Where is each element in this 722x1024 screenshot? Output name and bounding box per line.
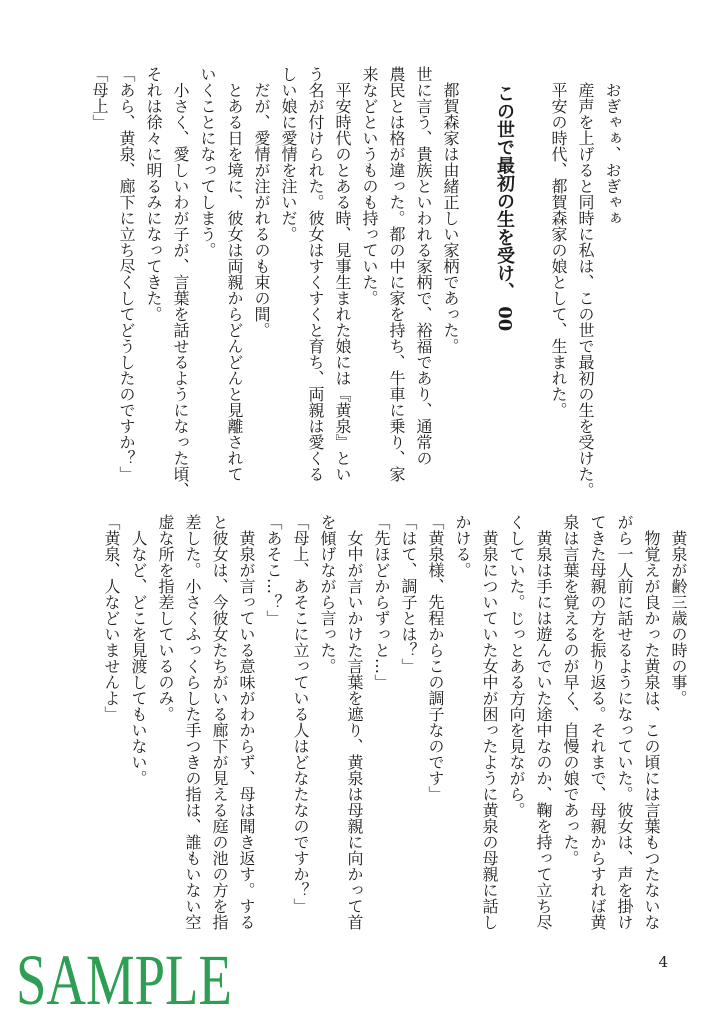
text-line: 来などというものも持っていた。 bbox=[360, 66, 379, 306]
text-line: 都賀森家は由緒正しい家柄であった。 bbox=[441, 66, 460, 354]
text-line: 「母上」 bbox=[90, 66, 109, 130]
text-line: とある日を境に、彼女は両親からどんどんと見離されて bbox=[225, 66, 244, 482]
text-line: を傾げながら言った。 bbox=[318, 514, 337, 674]
blank-line bbox=[518, 66, 545, 512]
bottom-text-block bbox=[98, 514, 692, 960]
text-line: 「母上、あそこに立っている人はどなたなのですか？」 bbox=[291, 514, 310, 914]
text-line: いくことになってしまう。 bbox=[198, 66, 217, 258]
text-line: 農民とは格が違った。都の中に家を持ち、牛車に乗り、家 bbox=[387, 66, 406, 482]
text-line: 「あそこ…？」 bbox=[264, 514, 283, 626]
text-line: 平安の時代、都賀森家の娘として、生まれた。 bbox=[549, 66, 568, 418]
text-line: 小さく、愛しいわが子が、言葉を話せるようになった頃、 bbox=[171, 66, 190, 498]
text-line: 虚な所を指差しているのみ。 bbox=[156, 514, 175, 722]
text-line: しい娘に愛情を注いだ。 bbox=[279, 66, 298, 242]
text-line: 世に言う、貴族といわれる家柄で、裕福であり、通常の bbox=[414, 66, 433, 466]
text-line: 黄泉についていた女中が困ったように黄泉の母親に話し bbox=[480, 514, 499, 930]
sample-watermark: SAMPLE bbox=[16, 940, 232, 1020]
text-line: 人など、どこを見渡してもいない。 bbox=[129, 514, 148, 786]
text-line: う名が付けられた。彼女はすくすくと育ち、両親は愛くる bbox=[306, 66, 325, 482]
text-line: 「黄泉様、先程からこの調子なのです」 bbox=[426, 514, 445, 802]
text-line: だが、愛情が注がれるのも束の間。 bbox=[252, 66, 271, 338]
text-line: くしていた。じっとある方向を見ながら。 bbox=[507, 514, 526, 818]
top-text-block bbox=[86, 66, 626, 512]
text-line: かける。 bbox=[453, 514, 472, 578]
text-line: 差した。小さくふっくらした手つきの指は、誰もいない空 bbox=[183, 514, 202, 930]
text-line: てきた母親の方を振り返る。それまで、母親からすれば黄 bbox=[588, 514, 607, 930]
text-line: と彼女は、今彼女たちがいる廊下が見える庭の池の方を指 bbox=[210, 514, 229, 930]
text-line: それは徐々に明るみになってきた。 bbox=[144, 66, 163, 322]
text-line: 「はて、調子とは？」 bbox=[399, 514, 418, 674]
text-line: 物覚えが良かった黄泉は、この頃には言葉もつたないな bbox=[642, 514, 661, 930]
text-line: 平安時代のとある時、見事生まれた娘には『黄泉』とい bbox=[333, 66, 352, 482]
text-line: 黄泉は手には遊んでいた途中なのか、鞠を持って立ち尽 bbox=[534, 514, 553, 930]
text-line: 黄泉が言っている意味がわからず、母は聞き返す。する bbox=[237, 514, 256, 930]
text-line: おぎゃぁ、おぎゃぁ bbox=[603, 66, 622, 226]
text-line: 黄泉が齢三歳の時の事。 bbox=[669, 514, 688, 706]
text-line: がら一人前に話せるようになっていた。彼女は、声を掛け bbox=[615, 514, 634, 930]
text-line: 「先ほどからずっと…」 bbox=[372, 514, 391, 690]
text-line: 「あら、黄泉、廊下に立ち尽くしてどうしたのですか？」 bbox=[117, 66, 136, 482]
text-line: 泉は言葉を覚えるのが早く、自慢の娘であった。 bbox=[561, 514, 580, 866]
page-number: 4 bbox=[658, 953, 668, 971]
chapter-title: この世で最初の生を受け、 00 bbox=[494, 66, 515, 332]
blank-line bbox=[464, 66, 491, 512]
text-line: 産声を上げると同時に私は、この世で最初の生を受けた。 bbox=[576, 66, 595, 498]
text-line: 「黄泉、人などいませんよ」 bbox=[102, 514, 121, 722]
text-line: 女中が言いかけた言葉を遮り、黄泉は母親に向かって首 bbox=[345, 514, 364, 930]
